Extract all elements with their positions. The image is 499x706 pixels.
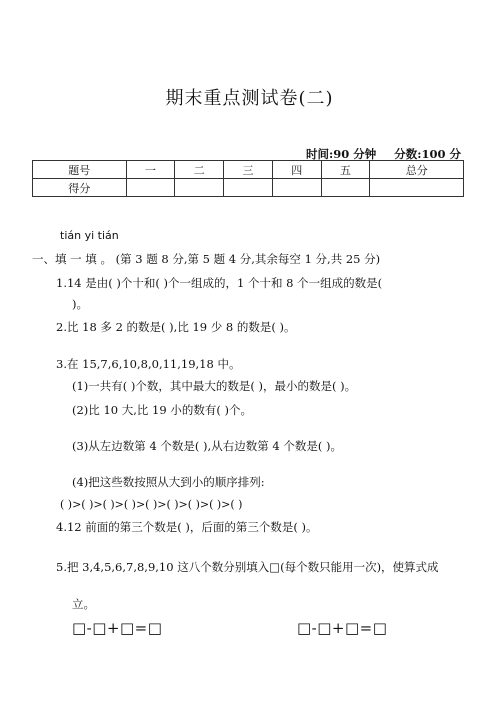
header-cell: 三: [224, 161, 273, 179]
total-score: 分数:100 分: [394, 147, 461, 161]
question-2: 2.比 18 多 2 的数是( ),比 19 少 8 的数是( )。: [56, 320, 296, 334]
header-cell: 一: [126, 161, 175, 179]
header-cell: 总分: [370, 161, 464, 179]
page-title: 期末重点测试卷(二): [165, 88, 334, 109]
question-1-line-2: )。: [72, 297, 88, 311]
pinyin-annotation: tián yi tián: [60, 229, 119, 242]
row-label: 得分: [33, 179, 127, 197]
time-limit: 时间:90 分钟: [305, 147, 377, 161]
question-3: 3.在 15,7,6,10,8,0,11,19,18 中。: [56, 357, 241, 371]
question-5-line-2: 立。: [72, 597, 95, 611]
section-1-heading: 一、填 一 填 。 (第 3 题 8 分,第 5 题 4 分,其余每空 1 分,共 25 分): [32, 252, 381, 266]
question-4: 4.12 前面的第三个数是( )，后面的第三个数是( )。: [56, 520, 318, 534]
score-table: [32, 160, 464, 197]
score-cell[interactable]: [126, 179, 175, 197]
header-cell: 二: [175, 161, 224, 179]
question-3-part-1: (1)一共有( )个数，其中最大的数是( )，最小的数是( )。: [72, 379, 357, 393]
score-cell[interactable]: [272, 179, 321, 197]
header-cell: 题号: [33, 161, 127, 179]
score-table-score-row: [33, 179, 464, 197]
score-cell[interactable]: [175, 179, 224, 197]
question-3-part-4: (4)把这些数按照从大到小的顺序排列:: [72, 475, 265, 489]
score-cell[interactable]: [370, 179, 464, 197]
equation-left: □-□+□=□: [72, 619, 163, 637]
score-cell[interactable]: [224, 179, 273, 197]
equation-right: □-□+□=□: [297, 619, 388, 637]
question-5-line-1: 5.把 3,4,5,6,7,8,9,10 这八个数分别填入□(每个数只能用一次)，使算式成: [56, 560, 439, 574]
score-table-header-row: [33, 161, 464, 179]
question-3-part-2: (2)比 10 大,比 19 小的数有( )个。: [72, 403, 252, 417]
header-cell: 五: [321, 161, 370, 179]
question-3-part-3: (3)从左边数第 4 个数是( ),从右边数第 4 个数是( )。: [72, 439, 342, 453]
order-answer-row: ( )>( )>( )>( )>( )>( )>( )>( )>( ): [60, 498, 243, 511]
header-cell: 四: [272, 161, 321, 179]
score-cell[interactable]: [321, 179, 370, 197]
question-1-line-1: 1.14 是由( )个十和( )个一组成的，1 个十和 8 个一组成的数是(: [56, 276, 383, 290]
